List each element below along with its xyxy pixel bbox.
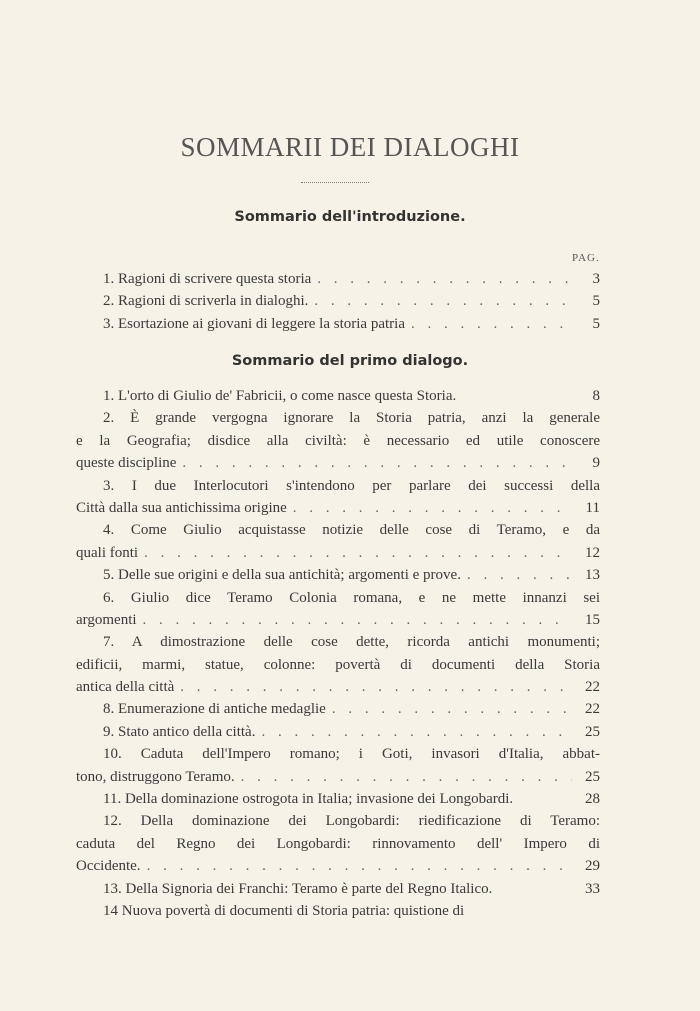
section-first-dialogue-list bbox=[76, 385, 600, 922]
toc-entry bbox=[76, 743, 600, 788]
toc-page-number: 3 bbox=[592, 271, 600, 287]
toc-page-number: 25 bbox=[585, 768, 600, 785]
toc-page-number: 5 bbox=[592, 315, 600, 332]
toc-entry-line bbox=[76, 290, 600, 312]
toc-entry-line bbox=[76, 475, 600, 497]
toc-page-number: 22 bbox=[585, 679, 600, 696]
toc-entry-text: antica della città bbox=[76, 679, 175, 696]
toc-entry bbox=[76, 268, 600, 290]
toc-entry-line bbox=[76, 878, 600, 900]
toc-entry-line bbox=[76, 452, 600, 474]
toc-entry-text: 3. I due Interlocutori s'intendono per parlare dei successi della bbox=[103, 477, 600, 494]
toc-entry bbox=[76, 290, 600, 312]
toc-entry-text: 1. Ragioni di scrivere questa storia bbox=[103, 271, 312, 287]
toc-entry-text: 10. Caduta dell'Impero romano; i Goti, invasori d'Italia, abbat- bbox=[103, 746, 600, 763]
toc-page-number: 11 bbox=[585, 499, 600, 516]
toc-entry-text: 7. A dimostrazione delle cose dette, ricorda antichi monumenti; bbox=[103, 634, 600, 651]
toc-entry-text: 5. Delle sue origini e della sua antichità; argomenti e prove. bbox=[103, 567, 461, 584]
section-heading-first-dialogue: Sommario del primo dialogo. bbox=[231, 353, 469, 369]
toc-entry-line bbox=[76, 654, 600, 676]
toc-page-number: 5 bbox=[592, 293, 600, 310]
dot-leader bbox=[411, 313, 572, 335]
toc-entry-text: 12. Della dominazione dei Longobardi: riedificazione di Teramo: bbox=[103, 813, 600, 830]
page-title: SOMMARII DEI DIALOGHI bbox=[180, 132, 520, 162]
toc-entry-text: 14 Nuova povertà di documenti di Storia patria: quistione di bbox=[103, 902, 465, 919]
toc-entry-line bbox=[76, 542, 600, 564]
toc-entry-line bbox=[76, 497, 600, 519]
toc-entry-line bbox=[76, 609, 600, 631]
toc-entry bbox=[76, 698, 600, 720]
toc-entry-line bbox=[76, 855, 600, 877]
toc-entry-text: caduta del Regno dei Longobardi: rinnovamento dell' Impero di bbox=[76, 835, 600, 852]
dot-leader bbox=[293, 497, 572, 519]
toc-entry-text: 13. Della Signoria dei Franchi: Teramo è parte del Regno Italico. bbox=[103, 880, 493, 897]
toc-entry-text: 2. È grande vergogna ignorare la Storia patria, anzi la generale bbox=[103, 410, 600, 427]
toc-page-number: 28 bbox=[585, 791, 600, 808]
dot-leader bbox=[332, 698, 572, 720]
toc-entry-text: quali fonti bbox=[76, 544, 139, 561]
toc-page-number: 29 bbox=[585, 858, 600, 875]
toc-entry-line bbox=[76, 407, 600, 429]
title-divider bbox=[301, 182, 369, 183]
section-heading-introduction: Sommario dell'introduzione. bbox=[234, 209, 466, 225]
toc-entry-line bbox=[76, 900, 600, 922]
toc-entry-text: 3. Esortazione ai giovani di leggere la storia patria bbox=[103, 315, 405, 332]
toc-entry bbox=[76, 385, 600, 407]
toc-entry-text: edificii, marmi, statue, colonne: povertà di documenti della Storia bbox=[76, 656, 600, 673]
toc-entry bbox=[76, 313, 600, 335]
toc-entry-text: Città dalla sua antichissima origine bbox=[76, 499, 287, 516]
toc-entry bbox=[76, 810, 600, 877]
toc-entry bbox=[76, 587, 600, 632]
dot-leader bbox=[241, 766, 572, 788]
toc-entry-text: argomenti bbox=[76, 611, 137, 628]
toc-entry bbox=[76, 407, 600, 474]
toc-entry bbox=[76, 475, 600, 520]
toc-entry-text: 1. L'orto di Giulio de' Fabricii, o come nasce questa Storia. bbox=[103, 388, 457, 404]
toc-entry-line bbox=[76, 587, 600, 609]
toc-entry-line bbox=[76, 721, 600, 743]
toc-entry-line bbox=[76, 519, 600, 541]
toc-entry-line bbox=[76, 766, 600, 788]
toc-entry-text: Occidente. bbox=[76, 858, 141, 875]
toc-entry-text: 8. Enumerazione di antiche medaglie bbox=[103, 701, 326, 718]
toc-entry-line bbox=[76, 743, 600, 765]
dot-leader bbox=[317, 268, 572, 290]
toc-page-number: 33 bbox=[585, 880, 600, 897]
dot-leader bbox=[180, 676, 572, 698]
dot-leader bbox=[314, 290, 572, 312]
dot-leader bbox=[261, 721, 572, 743]
toc-entry-line bbox=[76, 564, 600, 586]
toc-entry bbox=[76, 721, 600, 743]
toc-page-number: 9 bbox=[592, 455, 600, 472]
toc-entry bbox=[76, 564, 600, 586]
toc-entry-text: tono, distruggono Teramo. bbox=[76, 768, 235, 785]
toc-entry-line bbox=[76, 631, 600, 653]
toc-entry-text: 11. Della dominazione ostrogota in Italia; invasione dei Longobardi. bbox=[103, 791, 514, 808]
toc-page-number: 25 bbox=[585, 723, 600, 740]
toc-entry-line bbox=[76, 833, 600, 855]
toc-entry-text: 2. Ragioni di scriverla in dialoghi. bbox=[103, 293, 309, 310]
toc-entry-text: e la Geografia; disdice alla civiltà: è necessario ed utile conoscere bbox=[76, 432, 600, 449]
toc-entry-line bbox=[76, 430, 600, 452]
toc-page-number: 13 bbox=[585, 567, 600, 584]
toc-entry-line bbox=[76, 268, 600, 290]
toc-entry bbox=[76, 788, 600, 810]
toc-entry bbox=[76, 631, 600, 698]
toc-entry-line bbox=[76, 676, 600, 698]
page-column-label: PAG. bbox=[572, 252, 600, 264]
toc-page-number: 8 bbox=[592, 388, 600, 404]
dot-leader bbox=[467, 564, 572, 586]
toc-entry-text: queste discipline bbox=[76, 455, 177, 472]
toc-entry-line bbox=[76, 810, 600, 832]
toc-page-number: 12 bbox=[585, 544, 600, 561]
toc-entry-line bbox=[76, 698, 600, 720]
toc-page-number: 15 bbox=[585, 611, 600, 628]
toc-entry-text: 9. Stato antico della città. bbox=[103, 723, 256, 740]
toc-page-number: 22 bbox=[585, 701, 600, 718]
toc-entry-text: 6. Giulio dice Teramo Colonia romana, e ne mette innanzi sei bbox=[103, 589, 600, 606]
toc-entry bbox=[76, 900, 600, 922]
toc-entry-text: 4. Come Giulio acquistasse notizie delle cose di Teramo, e da bbox=[103, 522, 600, 539]
dot-leader bbox=[143, 609, 572, 631]
toc-entry bbox=[76, 878, 600, 900]
toc-entry bbox=[76, 519, 600, 564]
section-introduction-list bbox=[76, 268, 600, 335]
toc-entry-line bbox=[76, 385, 600, 407]
dot-leader bbox=[182, 452, 572, 474]
toc-entry-line bbox=[76, 788, 600, 810]
dot-leader bbox=[147, 855, 572, 877]
toc-entry-line bbox=[76, 313, 600, 335]
dot-leader bbox=[144, 542, 572, 564]
